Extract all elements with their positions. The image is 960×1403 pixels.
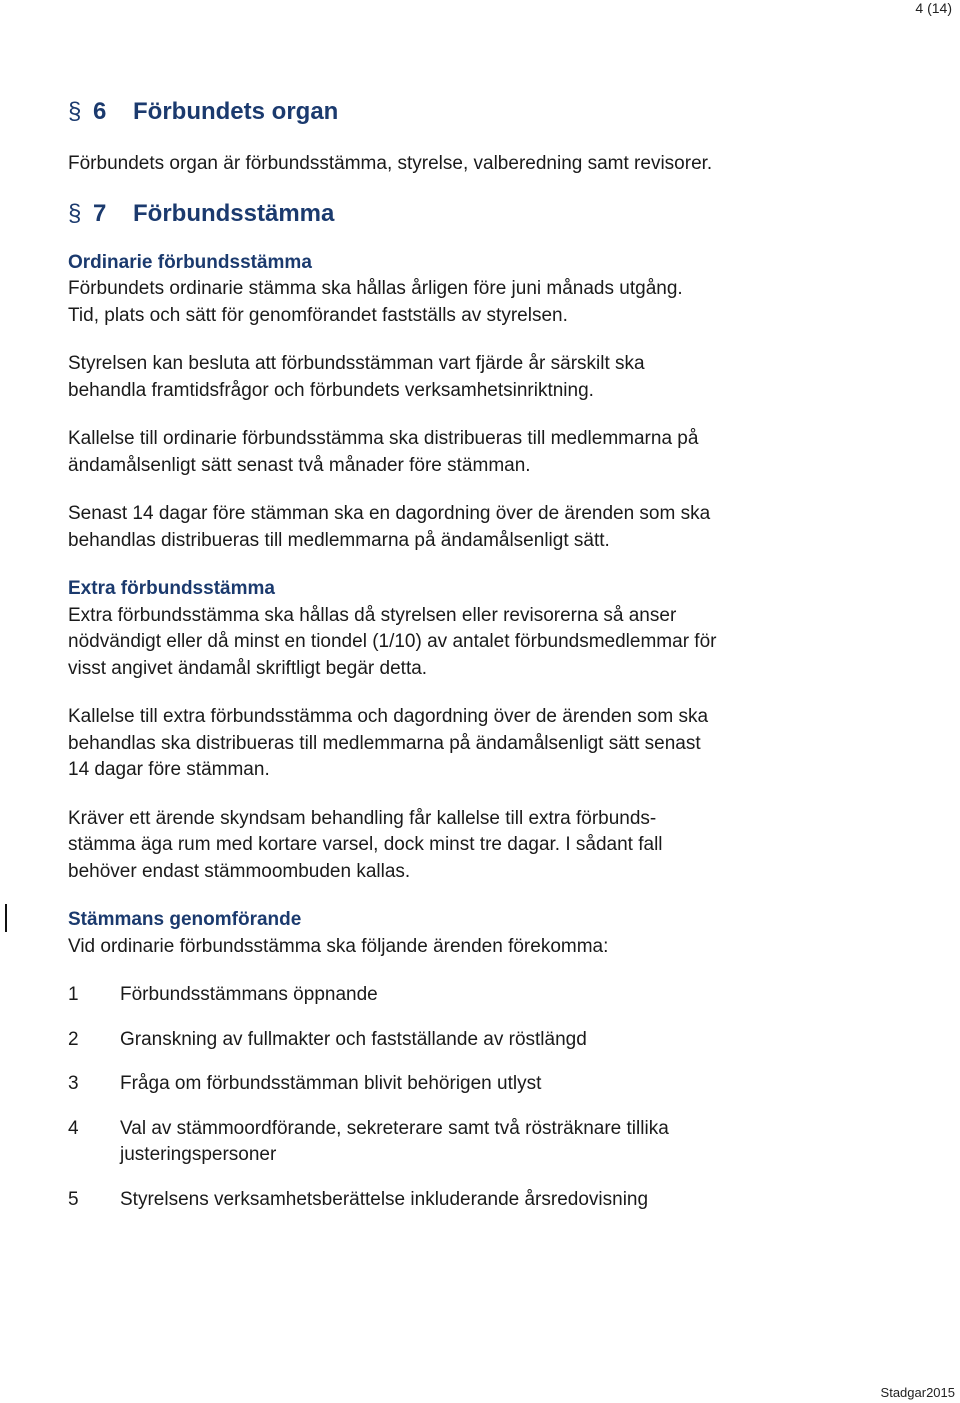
section-number: 7	[93, 199, 107, 227]
page-number: 4 (14)	[915, 0, 952, 16]
agenda-number: 3	[68, 1073, 79, 1094]
footer-label: Stadgar2015	[880, 1385, 955, 1400]
text-line: Extra förbundsstämma ska hållas då styrelsen eller revisorerna så anser	[68, 604, 677, 626]
paragraph-symbol: §	[68, 98, 82, 125]
subheading-extra: Extra förbundsstämma	[68, 578, 275, 599]
agenda-text: justeringspersoner	[120, 1144, 277, 1165]
revision-bar	[5, 904, 7, 932]
text-line: nödvändigt eller då minst en tiondel (1/10) av antalet förbundsmedlemmar för	[68, 631, 717, 652]
text-line: Förbundets ordinarie stämma ska hållas årligen före juni månads utgång.	[68, 278, 683, 299]
text-line: Vid ordinarie förbundsstämma ska följande ärenden förekomma:	[68, 935, 609, 957]
section-7-heading	[68, 200, 828, 236]
text-line: behöver endast stämmoombuden kallas.	[68, 860, 411, 882]
text-line: Kräver ett ärende skyndsam behandling får kallelse till extra förbunds-	[68, 807, 657, 829]
subheading-ordinarie: Ordinarie förbundsstämma	[68, 251, 312, 273]
agenda-text-block	[120, 1116, 669, 1169]
agenda-item	[68, 1027, 828, 1054]
section-6-heading	[68, 98, 828, 134]
text-line: Tid, plats och sätt för genomförandet fastställs av styrelsen.	[68, 304, 568, 326]
text-line: Kallelse till extra förbundsstämma och dagordning över de ärenden som ska	[68, 706, 709, 727]
agenda-number: 2	[68, 1028, 79, 1050]
agenda-item	[68, 982, 828, 1009]
text-line: Senast 14 dagar före stämman ska en dagordning över de ärenden som ska	[68, 503, 711, 524]
text-line: behandla framtidsfrågor och förbundets verksamhetsinriktning.	[68, 379, 594, 401]
text-line: stämma äga rum med kortare varsel, dock minst tre dagar. I sådant fall	[68, 834, 663, 855]
section-title: Förbundsstämma	[133, 199, 335, 227]
paragraph-symbol: §	[68, 199, 82, 227]
agenda-item	[68, 1187, 828, 1214]
agenda-text: Fråga om förbundsstämman blivit behörigen utlyst	[120, 1073, 542, 1094]
agenda-item	[68, 1116, 828, 1169]
agenda-item	[68, 1071, 828, 1098]
section-6-text: Förbundets organ är förbundsstämma, styrelse, valberedning samt revisorer.	[68, 153, 713, 174]
subheading-genomforande: Stämmans genomförande	[68, 909, 302, 930]
text-line: Kallelse till ordinarie förbundsstämma ska distribueras till medlemmarna på	[68, 428, 699, 449]
agenda-text: Val av stämmoordförande, sekreterare samt två rösträknare tillika	[120, 1117, 669, 1139]
agenda-number: 4	[68, 1117, 79, 1139]
section-title: Förbundets organ	[133, 98, 339, 125]
agenda-text: Granskning av fullmakter och fastställande av röstlängd	[120, 1028, 587, 1050]
text-line: 14 dagar före stämman.	[68, 759, 270, 780]
agenda-text: Förbundsstämmans öppnande	[120, 984, 378, 1005]
agenda-number: 5	[68, 1188, 79, 1210]
agenda-number: 1	[68, 984, 79, 1005]
text-line: Styrelsen kan besluta att förbundsstämman vart fjärde år särskilt ska	[68, 353, 645, 374]
text-line: behandlas distribueras till medlemmarna på ändamålsenligt sätt.	[68, 529, 610, 551]
text-line: behandlas ska distribueras till medlemmarna på ändamålsenligt sätt senast	[68, 732, 701, 754]
text-line: ändamålsenligt sätt senast två månader före stämman.	[68, 454, 531, 476]
text-line: visst angivet ändamål skriftligt begär detta.	[68, 657, 428, 679]
section-number: 6	[93, 98, 107, 125]
agenda-text: Styrelsens verksamhetsberättelse inkluderande årsredovisning	[120, 1188, 649, 1210]
document-body	[68, 98, 828, 1213]
